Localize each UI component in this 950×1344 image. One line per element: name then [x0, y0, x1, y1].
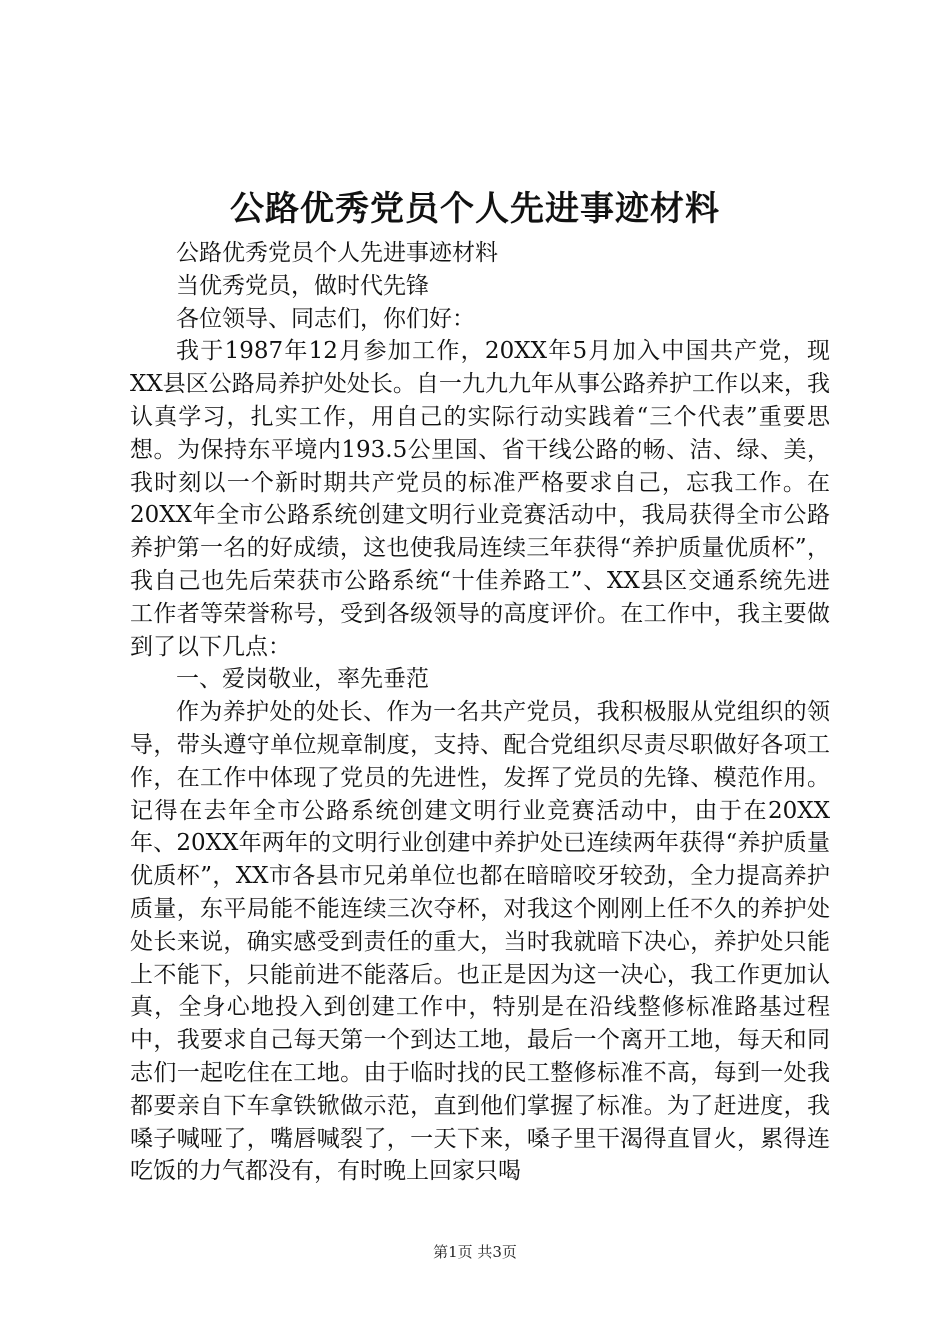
document-body	[130, 237, 830, 1188]
paragraph-section-body: 作为养护处的处长、作为一名共产党员，我积极服从党组织的领导，带头遵守单位规章制度，支持、配合党组织尽责尽职做好各项工作，在工作中体现了党员的先进性，发挥了党员的先锋、模范作用。记得在去年全市公路系统创建文明行业竞赛活动中，由于在20XX年、20XX年两年的文明行业创建中养护处已连续两年获得“养护质量优质杯”，XX市各县市兄弟单位也都在暗暗咬牙较劲，全力提高养护质量，东平局能不能连续三次夺杯，对我这个刚刚上任不久的养护处处长来说，确实感受到责任的重大，当时我就暗下决心，养护处只能上不能下，只能前进不能落后。也正是因为这一决心，我工作更加认真，全身心地投入到创建工作中，特别是在沿线整修标准路基过程中，我要求自己每天第一个到达工地，最后一个离开工地，每天和同志们一起吃住在工地。由于临时找的民工整修标准不高，每到一处我都要亲自下车拿铁锨做示范，直到他们掌握了标准。为了赶进度，我嗓子喊哑了，嘴唇喊裂了，一天下来，嗓子里干渴得直冒火，累得连吃饭的力气都没有，有时晚上回家只喝	[130, 699, 830, 1185]
paragraph-subtitle: 公路优秀党员个人先进事迹材料	[176, 240, 498, 266]
section-heading: 一、爱岗敬业，率先垂范	[176, 666, 429, 693]
page-footer: 第1页 共3页	[433, 1243, 517, 1261]
paragraph-introduction: 我于1987年12月参加工作，20XX年5月加入中国共产党，现XX县区公路局养护处处长。自一九九九年从事公路养护工作以来，我认真学习，扎实工作，用自己的实际行动实践着“三个代表”重要思想。为保持东平境内193.5公里国、省干线公路的畅、洁、绿、美，我时刻以一个新时期共产党员的标准严格要求自己，忘我工作。在20XX年全市公路系统创建文明行业竞赛活动中，我局获得全市公路养护第一名的好成绩，这也使我局连续三年获得“养护质量优质杯”，我自己也先后荣获市公路系统“十佳养路工”、XX县区交通系统先进工作者等荣誉称号，受到各级领导的高度评价。在工作中，我主要做到了以下几点：	[130, 338, 830, 660]
document-title: 公路优秀党员个人先进事迹材料	[230, 189, 720, 229]
paragraph-greeting: 各位领导、同志们，你们好：	[176, 305, 475, 332]
paragraph-slogan: 当优秀党员，做时代先锋	[176, 272, 429, 299]
